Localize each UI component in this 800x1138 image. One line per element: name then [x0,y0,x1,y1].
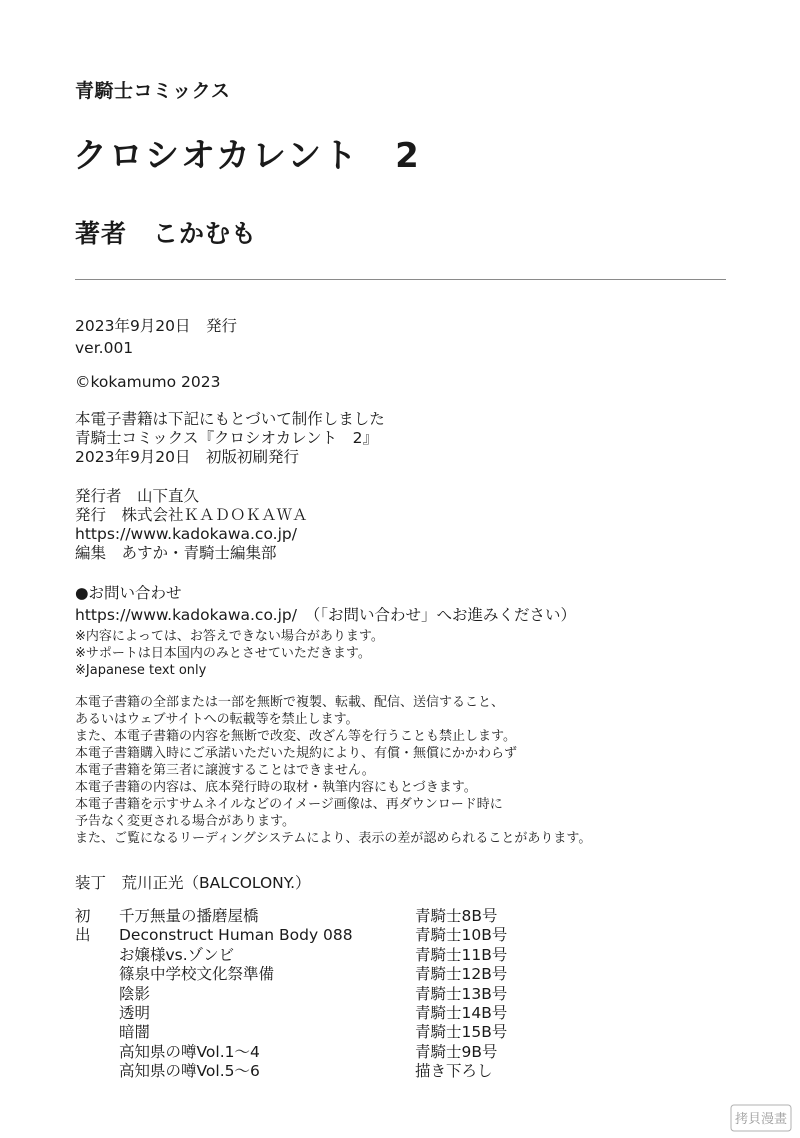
copyright-block [75,371,221,393]
legal-line: あるいはウェブサイトへの転載等を禁止します。 [75,712,359,727]
release-date: 2023年9月20日 発行 [75,317,238,335]
work-name: 千万無量の播磨屋橋 [119,907,259,925]
contact-url: https://www.kadokawa.co.jp/ （「お問い合わせ」へお進みください） [75,606,576,624]
publisher-url: https://www.kadokawa.co.jp/ [75,525,297,543]
design-credit: 装丁 荒川正光（BALCOLONY.） [75,874,311,892]
work-names [119,907,419,1082]
watermark-text: 拷貝漫畫 [734,1112,788,1127]
work-issue: 青騎士15B号 [415,1023,508,1042]
legal-line: 本電子書籍の全部または一部を無断で複製、転載、配信、送信すること、 [75,695,505,710]
work-name: 篠泉中学校文化祭準備 [119,965,275,984]
work-name: Deconstruct Human Body 088 [119,926,353,945]
origin-line: 2023年9月20日 初版初刷発行 [75,448,300,466]
contact-note: ※内容によっては、お答えできない場合があります。 [75,629,384,644]
contact-note: ※Japanese text only [75,663,207,678]
legal-line: 本電子書籍を示すサムネイルなどのイメージ画像は、再ダウンロード時に [75,797,503,812]
legal-line: 本電子書籍の内容は、底本発行時の取材・執筆内容にもとづきます。 [75,780,477,795]
imprint-label: 青騎士コミックス [75,80,231,102]
version: ver.001 [75,339,134,357]
legal-line: また、本電子書籍の内容を無断で改変、改ざん等を行うことも禁止します。 [75,729,516,744]
work-issue: 青騎士10B号 [415,926,508,945]
editor-line: 編集 あすか・青騎士編集部 [75,544,277,562]
publisher-block [75,487,308,563]
book-title: クロシオカレント 2 [73,136,421,176]
publisher-line: 発行者 山下直久 [75,487,200,505]
release-block [75,315,237,359]
work-issue: 描き下ろし [415,1062,493,1081]
work-issue: 青騎士13B号 [415,984,508,1003]
contact-notes [75,628,384,679]
work-issue: 青騎士8B号 [415,907,498,925]
work-issue: 青騎士9B号 [415,1042,498,1061]
divider [75,279,726,280]
contact-heading: ●お問い合わせ [75,584,182,602]
contact-note: ※サポートは日本国内のみとさせていただきます。 [75,646,371,661]
author-line: 著者 こかむも [75,219,258,248]
legal-line: 本電子書籍購入時にご承諾いただいた規約により、有償・無償にかかわらず [75,746,518,761]
work-issue: 青騎士12B号 [415,965,508,984]
legal-line: また、ご覧になるリーディングシステムにより、表示の差が認められることがあります。 [75,831,592,846]
publisher-line: 発行 株式会社ＫＡＤＯＫＡＷＡ [75,506,308,524]
work-name: 透明 [119,1003,151,1022]
work-name: 高知県の噂Vol.1～4 [119,1042,260,1061]
watermark-logo [730,1104,792,1132]
work-name: 高知県の噂Vol.5～6 [119,1062,260,1081]
work-issue: 青騎士11B号 [415,945,508,964]
legal-line: 本電子書籍を第三者に譲渡することはできません。 [75,763,375,778]
copyright: ©kokamumo 2023 [75,373,221,391]
work-issue: 青騎士14B号 [415,1003,508,1022]
work-name: 陰影 [119,984,151,1003]
first-appearance-heading: 初出 [75,907,91,945]
legal-line: 予告なく変更される場合があります。 [75,814,295,829]
origin-line: 本電子書籍は下記にもとづいて制作しました [75,410,385,428]
origin-line: 青騎士コミックス『クロシオカレント 2』 [75,429,379,447]
work-name: お嬢様vs.ゾンビ [119,945,235,964]
origin-block [75,410,385,467]
work-issues [415,907,507,1082]
legal-notice [75,694,591,847]
work-name: 暗闇 [119,1023,151,1042]
